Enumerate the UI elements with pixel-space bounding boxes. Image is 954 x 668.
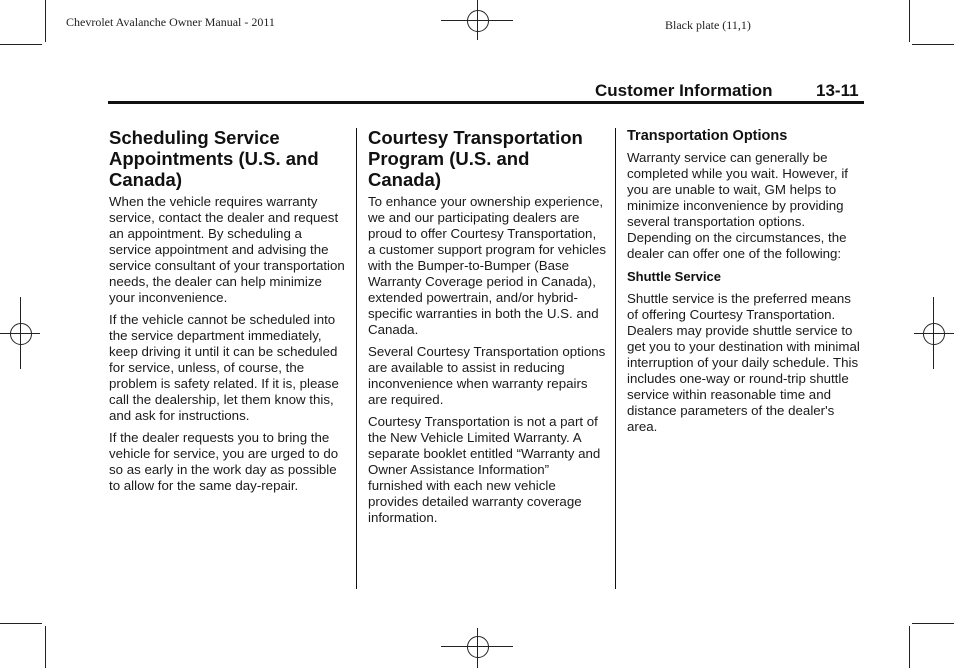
paragraph: If the dealer requests you to bring the vehicle for service, you are urged to do so as early in the work day as possible to allow for the same day-repair.	[109, 430, 339, 493]
paragraph: Warranty service can generally be completed while you wait. However, if you are unable to wait, GM helps to minimize inconvenience by providing several transportation options. Depending on the circumstances, the dealer can offer one of the following:	[627, 150, 848, 261]
print-header-plate: Black plate (11,1)	[665, 18, 751, 32]
heading-transportation-options: Transportation Options	[627, 128, 788, 144]
column-transportation-options	[627, 127, 865, 441]
registration-circle	[467, 636, 489, 658]
paragraph: Several Courtesy Transportation options are available to assist in reducing inconvenience when warranty repairs are required.	[368, 344, 606, 407]
crop-mark	[912, 623, 954, 624]
paragraph: Courtesy Transportation is not a part of the New Vehicle Limited Warranty. A separate booklet entitled “Warranty and Owner Assistance Information” furnished with each new vehicle provides detailed warranty coverage information.	[368, 414, 601, 525]
column-scheduling-service	[109, 127, 345, 500]
heading-shuttle-service: Shuttle Service	[627, 269, 721, 284]
header-rule	[108, 101, 864, 104]
column-divider	[356, 128, 357, 589]
paragraph: Shuttle service is the preferred means of offering Courtesy Transportation. Dealers may provide shuttle service to get you to your destination with minimal interruption of your daily schedule. This includes one-way or round-trip shuttle service within reasonable time and distance parameters of the dealer's area.	[627, 291, 860, 434]
crop-mark	[909, 0, 910, 42]
crop-mark	[909, 626, 910, 668]
paragraph: To enhance your ownership experience, we and our participating dealers are proud to offer Courtesy Transportation, a customer support program for vehicles with the Bumper-to-Bumper (Base Warranty Coverage period in Canada), extended powertrain, and/or hybrid-specific warranties in both the U.S. and Canada.	[368, 194, 606, 337]
section-title: Customer Information	[595, 81, 773, 100]
column-divider	[615, 128, 616, 589]
registration-circle	[10, 323, 32, 345]
crop-mark	[45, 0, 46, 42]
column-courtesy-transportation	[368, 127, 606, 532]
crop-mark	[912, 44, 954, 45]
crop-mark	[0, 44, 42, 45]
crop-mark	[0, 623, 42, 624]
registration-circle	[923, 323, 945, 345]
page-number: 13-11	[816, 81, 859, 100]
paragraph: If the vehicle cannot be scheduled into the service department immediately, keep driving it until it can be scheduled for service, unless, of course, the problem is safety related. If it is, please call the dealership, let them know this, and ask for instructions.	[109, 312, 339, 423]
registration-circle	[467, 10, 489, 32]
paragraph: When the vehicle requires warranty service, contact the dealer and request an appointment. By scheduling a service appointment and advising the service consultant of your transportation needs, the dealer can help minimize your inconvenience.	[109, 194, 345, 305]
heading-scheduling-service: Scheduling Service Appointments (U.S. and Canada)	[109, 127, 319, 190]
crop-mark	[45, 626, 46, 668]
print-header-title: Chevrolet Avalanche Owner Manual - 2011	[66, 15, 275, 29]
heading-courtesy-transportation: Courtesy Transportation Program (U.S. and Canada)	[368, 127, 583, 190]
